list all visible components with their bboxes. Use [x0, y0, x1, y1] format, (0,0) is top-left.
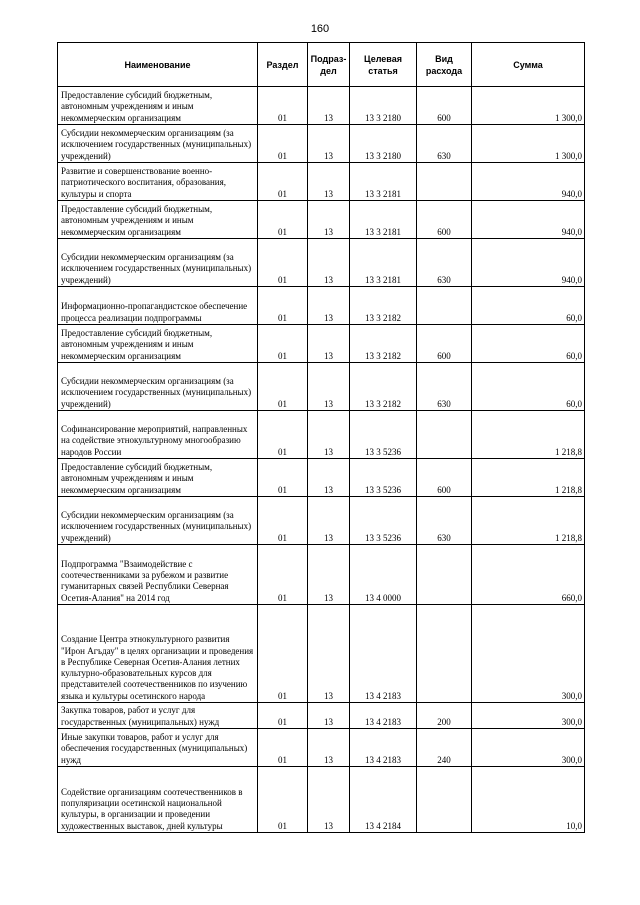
row-target-cell: 13 3 2181: [350, 201, 417, 239]
row-section-cell: 01: [258, 545, 308, 605]
table-row: [58, 729, 585, 767]
row-target-cell: 13 3 5236: [350, 411, 417, 459]
row-expense-type-cell: 630: [417, 239, 472, 287]
row-target-cell: 13 3 2180: [350, 125, 417, 163]
row-section-cell: 01: [258, 767, 308, 833]
row-subsection-cell: 13: [308, 163, 350, 201]
row-name-cell: Создание Центра этнокультурного развития "Ирон Агъдау" в целях организации и проведения в Республике Северная Осетия-Алания летних культурно-образовательных курсов для представителей соотечественников по изучению языка и культуры осетинского народа: [58, 605, 258, 703]
row-amount-cell: 940,0: [472, 163, 585, 201]
row-subsection-cell: 13: [308, 605, 350, 703]
row-amount-cell: 1 218,8: [472, 459, 585, 497]
table-row: [58, 703, 585, 729]
table-row: [58, 545, 585, 605]
table-row: [58, 201, 585, 239]
row-amount-cell: 60,0: [472, 287, 585, 325]
row-name-cell: Субсидии некоммерческим организациям (за исключением государственных (муниципальных) учреждений): [58, 125, 258, 163]
row-amount-cell: 660,0: [472, 545, 585, 605]
row-expense-type-cell: 600: [417, 201, 472, 239]
row-section-cell: 01: [258, 497, 308, 545]
row-subsection-cell: 13: [308, 125, 350, 163]
row-target-cell: 13 4 0000: [350, 545, 417, 605]
row-amount-cell: 300,0: [472, 605, 585, 703]
row-subsection-cell: 13: [308, 201, 350, 239]
row-section-cell: 01: [258, 325, 308, 363]
row-amount-cell: 300,0: [472, 703, 585, 729]
row-name-cell: Субсидии некоммерческим организациям (за исключением государственных (муниципальных) учреждений): [58, 363, 258, 411]
row-name-cell: Предоставление субсидий бюджетным, автономным учреждениям и иным некоммерческим организациям: [58, 87, 258, 125]
row-name-cell: Подпрограмма "Взаимодействие с соотечественниками за рубежом и развитие гуманитарных связей Республики Северная Осетия-Алания" на 2014 год: [58, 545, 258, 605]
row-expense-type-cell: 630: [417, 497, 472, 545]
row-expense-type-cell: 240: [417, 729, 472, 767]
row-amount-cell: 940,0: [472, 201, 585, 239]
row-name-cell: Софинансирование мероприятий, направленных на содействие этнокультурному многообразию народов России: [58, 411, 258, 459]
row-subsection-cell: 13: [308, 411, 350, 459]
row-name-cell: Предоставление субсидий бюджетным, автономным учреждениям и иным некоммерческим организациям: [58, 325, 258, 363]
row-subsection-cell: 13: [308, 767, 350, 833]
row-name-cell: Предоставление субсидий бюджетным, автономным учреждениям и иным некоммерческим организациям: [58, 201, 258, 239]
table-row: [58, 87, 585, 125]
table-row: [58, 497, 585, 545]
table-row: [58, 605, 585, 703]
row-section-cell: 01: [258, 239, 308, 287]
row-target-cell: 13 3 2182: [350, 287, 417, 325]
header-name: Наименование: [58, 43, 258, 87]
row-expense-type-cell: 630: [417, 125, 472, 163]
header-target-item: Целевая статья: [350, 43, 417, 87]
row-subsection-cell: 13: [308, 545, 350, 605]
header-amount: Сумма: [472, 43, 585, 87]
row-amount-cell: 1 300,0: [472, 87, 585, 125]
row-amount-cell: 1 300,0: [472, 125, 585, 163]
header-expense-type: Вид расхода: [417, 43, 472, 87]
row-amount-cell: 1 218,8: [472, 411, 585, 459]
row-subsection-cell: 13: [308, 87, 350, 125]
row-expense-type-cell: [417, 767, 472, 833]
row-expense-type-cell: [417, 605, 472, 703]
row-expense-type-cell: 200: [417, 703, 472, 729]
row-section-cell: 01: [258, 459, 308, 497]
row-name-cell: Информационно-пропагандистское обеспечение процесса реализации подпрограммы: [58, 287, 258, 325]
row-amount-cell: 60,0: [472, 363, 585, 411]
table-row: [58, 363, 585, 411]
row-target-cell: 13 3 2182: [350, 363, 417, 411]
table-row: [58, 459, 585, 497]
row-target-cell: 13 3 5236: [350, 497, 417, 545]
row-expense-type-cell: [417, 287, 472, 325]
row-expense-type-cell: 600: [417, 459, 472, 497]
row-section-cell: 01: [258, 703, 308, 729]
row-name-cell: Содействие организациям соотечественников в популяризации осетинской национальной культуры, в организации и проведении художественных выставок, дней культуры: [58, 767, 258, 833]
row-section-cell: 01: [258, 287, 308, 325]
row-expense-type-cell: 600: [417, 87, 472, 125]
row-subsection-cell: 13: [308, 703, 350, 729]
row-subsection-cell: 13: [308, 287, 350, 325]
row-target-cell: 13 3 5236: [350, 459, 417, 497]
row-name-cell: Предоставление субсидий бюджетным, автономным учреждениям и иным некоммерческим организациям: [58, 459, 258, 497]
header-section: Раздел: [258, 43, 308, 87]
table-row: [58, 287, 585, 325]
row-section-cell: 01: [258, 125, 308, 163]
row-section-cell: 01: [258, 201, 308, 239]
row-subsection-cell: 13: [308, 239, 350, 287]
row-name-cell: Иные закупки товаров, работ и услуг для обеспечения государственных (муниципальных) нужд: [58, 729, 258, 767]
row-target-cell: 13 3 2181: [350, 239, 417, 287]
row-expense-type-cell: [417, 163, 472, 201]
row-target-cell: 13 4 2183: [350, 605, 417, 703]
row-subsection-cell: 13: [308, 325, 350, 363]
row-subsection-cell: 13: [308, 497, 350, 545]
row-subsection-cell: 13: [308, 729, 350, 767]
table-row: [58, 325, 585, 363]
row-expense-type-cell: [417, 411, 472, 459]
row-target-cell: 13 3 2180: [350, 87, 417, 125]
row-target-cell: 13 4 2183: [350, 703, 417, 729]
table-row: [58, 767, 585, 833]
row-name-cell: Субсидии некоммерческим организациям (за исключением государственных (муниципальных) учреждений): [58, 239, 258, 287]
table-row: [58, 239, 585, 287]
row-expense-type-cell: [417, 545, 472, 605]
table-row: [58, 163, 585, 201]
row-name-cell: Развитие и совершенствование военно-патриотического воспитания, образования, культуры и спорта: [58, 163, 258, 201]
row-name-cell: Субсидии некоммерческим организациям (за исключением государственных (муниципальных) учреждений): [58, 497, 258, 545]
row-expense-type-cell: 630: [417, 363, 472, 411]
row-section-cell: 01: [258, 605, 308, 703]
row-target-cell: 13 4 2183: [350, 729, 417, 767]
row-section-cell: 01: [258, 163, 308, 201]
row-section-cell: 01: [258, 729, 308, 767]
row-subsection-cell: 13: [308, 363, 350, 411]
header-subsection: Подраз- дел: [308, 43, 350, 87]
row-expense-type-cell: 600: [417, 325, 472, 363]
row-amount-cell: 300,0: [472, 729, 585, 767]
row-target-cell: 13 4 2184: [350, 767, 417, 833]
row-subsection-cell: 13: [308, 459, 350, 497]
row-amount-cell: 940,0: [472, 239, 585, 287]
row-target-cell: 13 3 2181: [350, 163, 417, 201]
row-section-cell: 01: [258, 87, 308, 125]
table-header-row: [58, 43, 585, 87]
page-number: 160: [310, 23, 330, 35]
table-row: [58, 411, 585, 459]
row-name-cell: Закупка товаров, работ и услуг для государственных (муниципальных) нужд: [58, 703, 258, 729]
row-amount-cell: 10,0: [472, 767, 585, 833]
budget-table: [57, 42, 585, 833]
row-target-cell: 13 3 2182: [350, 325, 417, 363]
table-row: [58, 125, 585, 163]
row-amount-cell: 60,0: [472, 325, 585, 363]
row-amount-cell: 1 218,8: [472, 497, 585, 545]
row-section-cell: 01: [258, 363, 308, 411]
row-section-cell: 01: [258, 411, 308, 459]
